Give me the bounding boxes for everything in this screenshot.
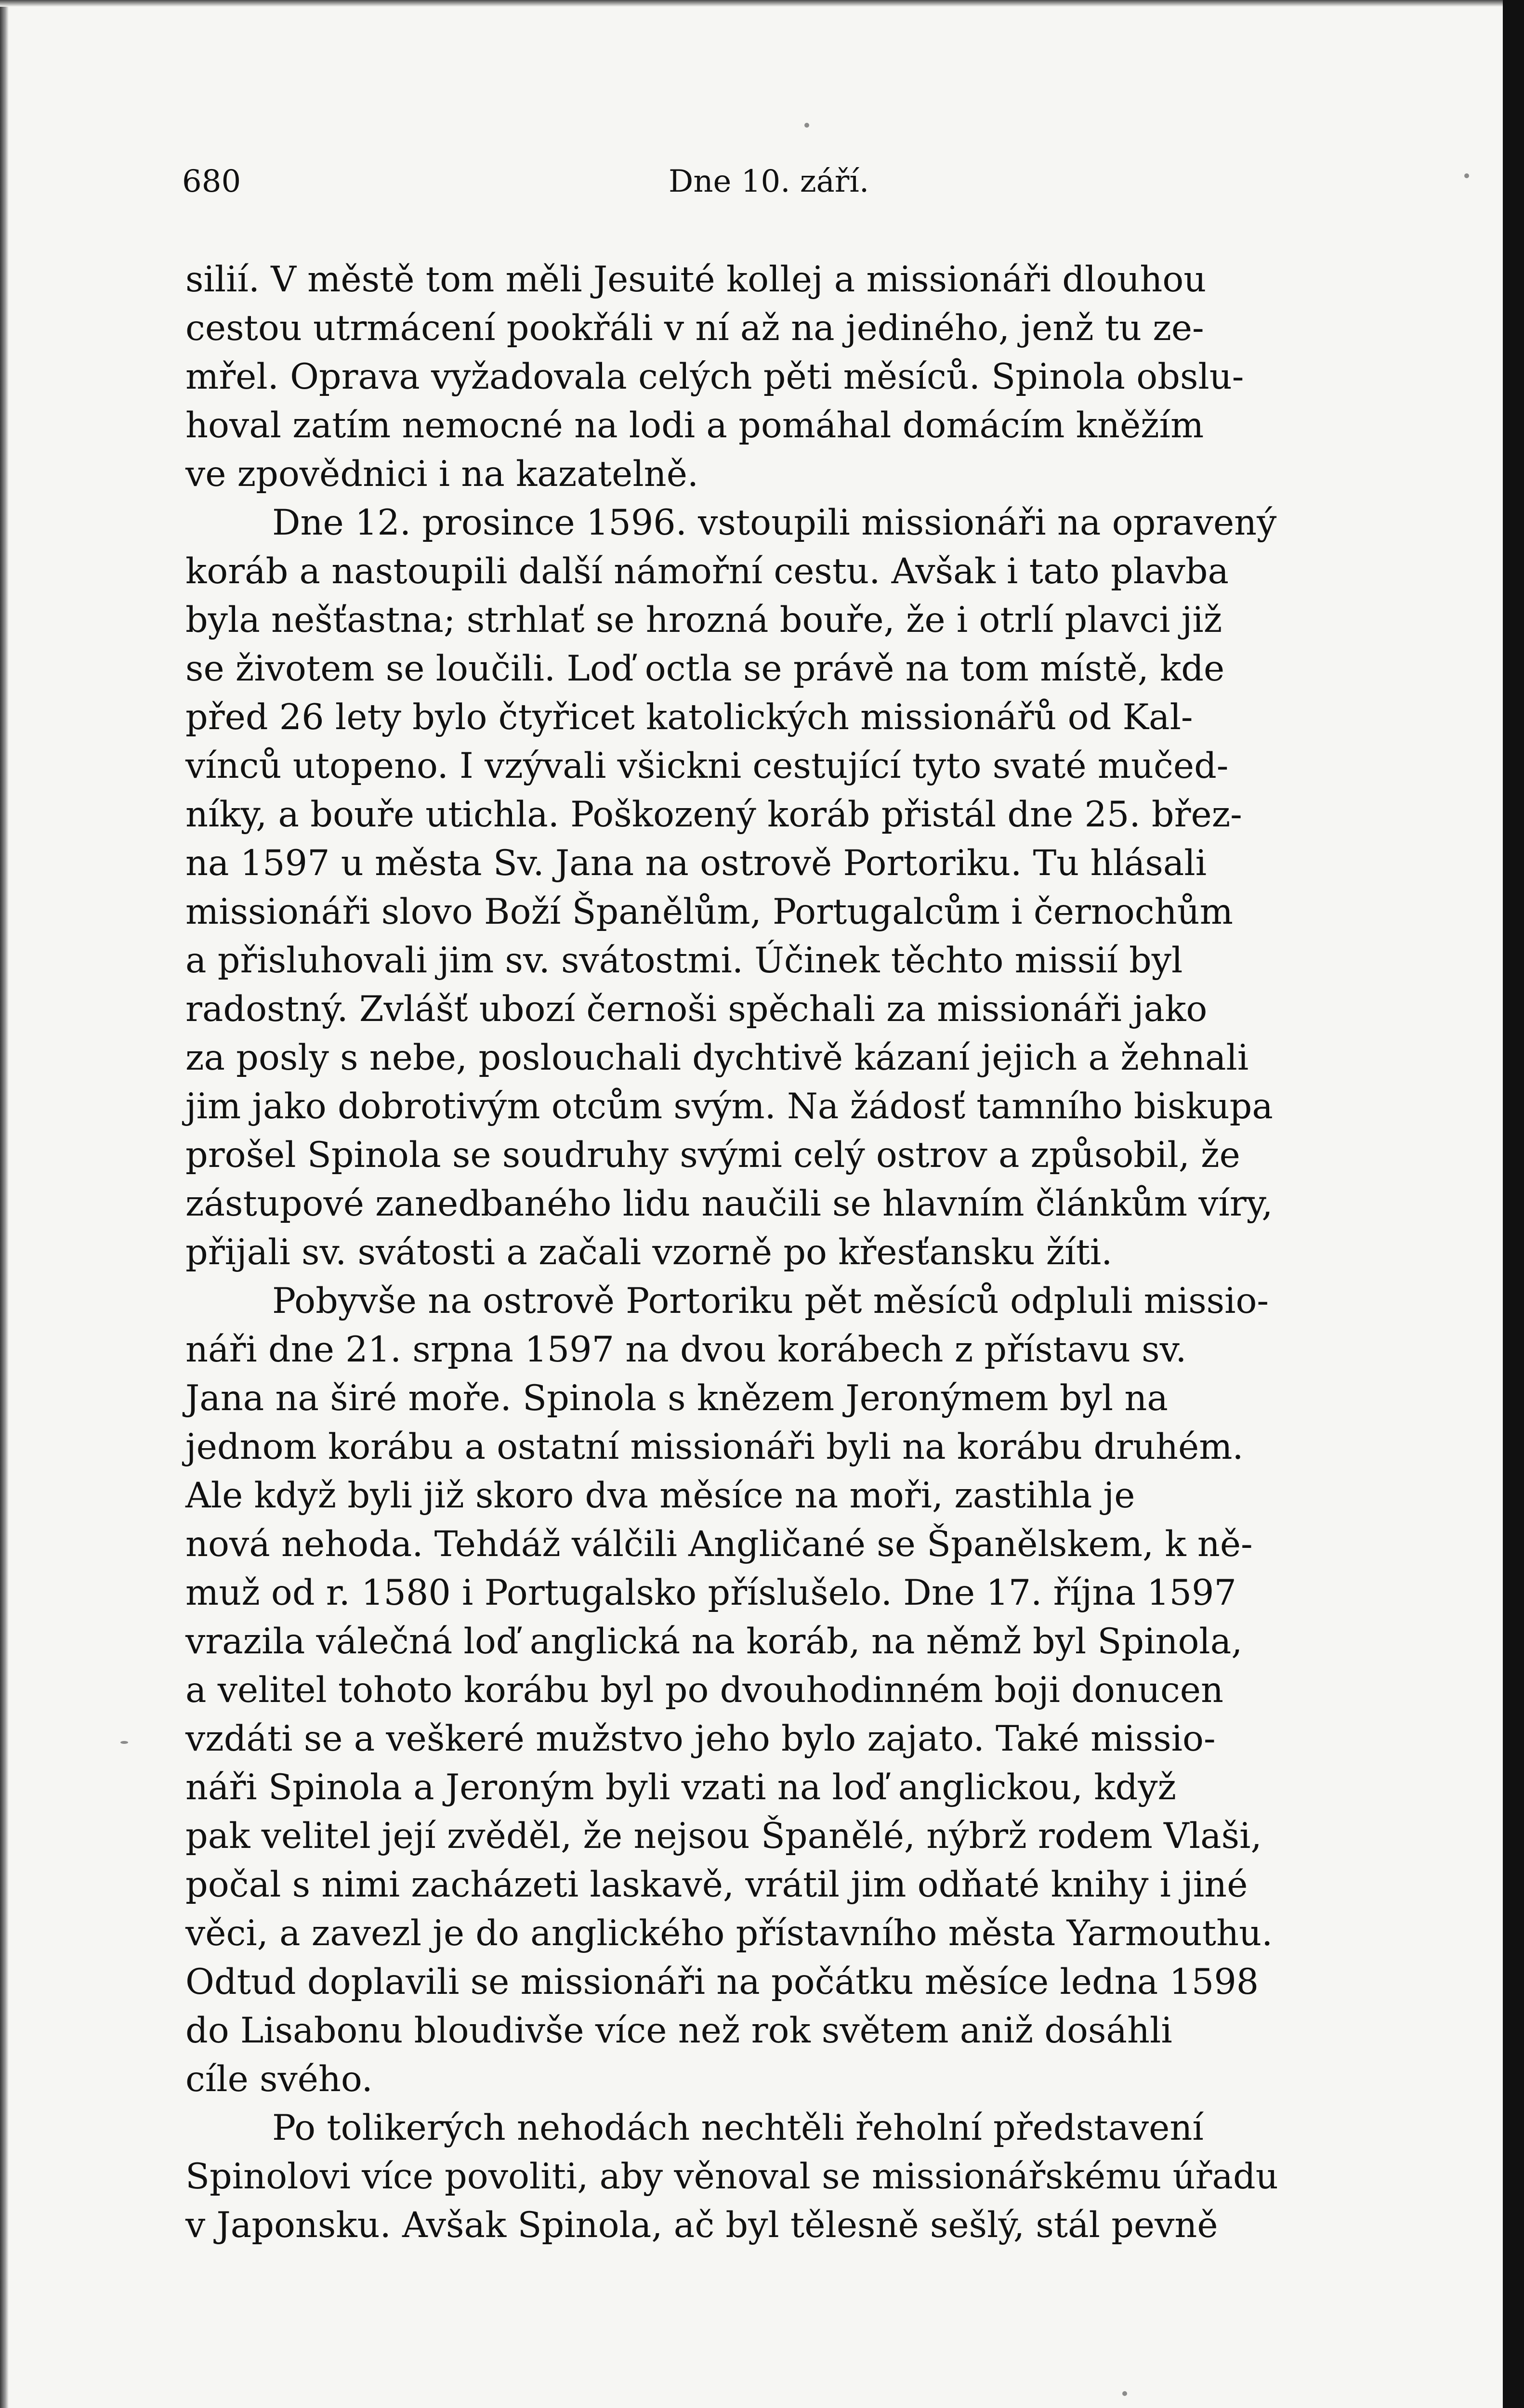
text-line: jednom korábu a ostatní missionáři byli na korábu druhém. bbox=[185, 1426, 1244, 1467]
text-line: Po tolikerých nehodách nechtěli řeholní představení bbox=[272, 2107, 1204, 2148]
page-header bbox=[182, 164, 1377, 217]
scan-speck bbox=[804, 123, 809, 128]
text-line: před 26 lety bylo čtyřicet katolických missionářů od Kal- bbox=[185, 697, 1193, 738]
text-line: a velitel tohoto korábu byl po dvouhodinném boji donucen bbox=[185, 1670, 1223, 1711]
text-line: byla nešťastna; strhlať se hrozná bouře, že i otrlí plavci již bbox=[185, 600, 1222, 641]
scan-speck bbox=[1464, 173, 1469, 178]
text-line: ve zpovědnici i na kazatelně. bbox=[185, 454, 699, 495]
text-line: věci, a zavezl je do anglického přístavního města Yarmouthu. bbox=[185, 1913, 1273, 1954]
text-line: zástupové zanedbaného lidu naučili se hlavním článkům víry, bbox=[185, 1183, 1273, 1224]
text-line: náři Spinola a Jeroným byli vzati na loď anglickou, když bbox=[185, 1767, 1176, 1808]
text-line: Odtud doplavili se missionáři na počátku měsíce ledna 1598 bbox=[185, 1962, 1259, 2002]
text-line: mřel. Oprava vyžadovala celých pěti měsíců. Spinola obslu- bbox=[185, 356, 1244, 397]
text-line: Dne 12. prosince 1596. vstoupili missionáři na opravený bbox=[272, 502, 1277, 543]
scan-edge-top bbox=[0, 0, 1503, 7]
text-line: za posly s nebe, poslouchali dychtivě kázaní jejich a žehnali bbox=[185, 1037, 1249, 1078]
scan-edge-right bbox=[1503, 0, 1524, 2408]
scan-speck bbox=[120, 1741, 128, 1744]
text-line: vzdáti se a veškeré mužstvo jeho bylo zajato. Také missio- bbox=[185, 1718, 1216, 1759]
text-line: počal s nimi zacházeti laskavě, vrátil jim odňaté knihy i jiné bbox=[185, 1864, 1248, 1905]
page-number: 680 bbox=[182, 164, 241, 199]
text-line: Jana na širé moře. Spinola s knězem Jeronýmem byl na bbox=[185, 1378, 1168, 1419]
text-line: Pobyvše na ostrově Portoriku pět měsíců odpluli missio- bbox=[272, 1281, 1269, 1322]
text-line: níky, a bouře utichla. Poškozený koráb přistál dne 25. břez- bbox=[185, 794, 1242, 835]
body-text bbox=[185, 255, 1361, 2250]
text-line: prošel Spinola se soudruhy svými celý ostrov a způsobil, že bbox=[185, 1135, 1240, 1176]
text-line: náři dne 21. srpna 1597 na dvou korábech z přístavu sv. bbox=[185, 1329, 1187, 1370]
text-line: hoval zatím nemocné na lodi a pomáhal domácím kněžím bbox=[185, 405, 1204, 446]
text-line: radostný. Zvlášť ubozí černoši spěchali za missionáři jako bbox=[185, 989, 1208, 1030]
text-line: jim jako dobrotivým otcům svým. Na žádosť tamního biskupa bbox=[185, 1086, 1273, 1127]
text-line: vrazila válečná loď anglická na koráb, na němž byl Spinola, bbox=[185, 1621, 1243, 1662]
text-line: silií. V městě tom měli Jesuité kollej a missionáři dlouhou bbox=[185, 259, 1207, 300]
text-line: muž od r. 1580 i Portugalsko příslušelo. Dne 17. října 1597 bbox=[185, 1572, 1236, 1613]
scan-edge-left bbox=[0, 0, 9, 2408]
running-head: Dne 10. září. bbox=[669, 164, 869, 199]
text-line: přijali sv. svátosti a začali vzorně po křesťansku žíti. bbox=[185, 1232, 1113, 1273]
text-line: Spinolovi více povoliti, aby věnoval se missionářskému úřadu bbox=[185, 2156, 1278, 2197]
text-line: vínců utopeno. I vzývali všickni cestující tyto svaté mučed- bbox=[185, 746, 1229, 786]
text-line: se životem se loučili. Loď octla se právě na tom místě, kde bbox=[185, 648, 1225, 689]
text-line: cestou utrmácení pookřáli v ní až na jediného, jenž tu ze- bbox=[185, 308, 1204, 349]
text-line: missionáři slovo Boží Španělům, Portugalcům i černochům bbox=[185, 891, 1233, 932]
text-line: do Lisabonu bloudivše více než rok světem aniž dosáhli bbox=[185, 2010, 1172, 2051]
text-line: koráb a nastoupili další námořní cestu. Avšak i tato plavba bbox=[185, 551, 1229, 592]
text-line: v Japonsku. Avšak Spinola, ač byl tělesně sešlý, stál pevně bbox=[185, 2205, 1218, 2246]
text-line: a přisluhovali jim sv. svátostmi. Účinek těchto missií byl bbox=[185, 940, 1183, 981]
text-line: cíle svého. bbox=[185, 2059, 373, 2100]
text-line: Ale když byli již skoro dva měsíce na moři, zastihla je bbox=[185, 1475, 1135, 1516]
text-line: na 1597 u města Sv. Jana na ostrově Portoriku. Tu hlásali bbox=[185, 843, 1207, 884]
text-line: nová nehoda. Tehdáž válčili Angličané se Španělskem, k ně- bbox=[185, 1524, 1253, 1565]
text-line: pak velitel její zvěděl, že nejsou Španělé, nýbrž rodem Vlaši, bbox=[185, 1816, 1262, 1857]
scan-speck bbox=[1122, 2391, 1127, 2396]
